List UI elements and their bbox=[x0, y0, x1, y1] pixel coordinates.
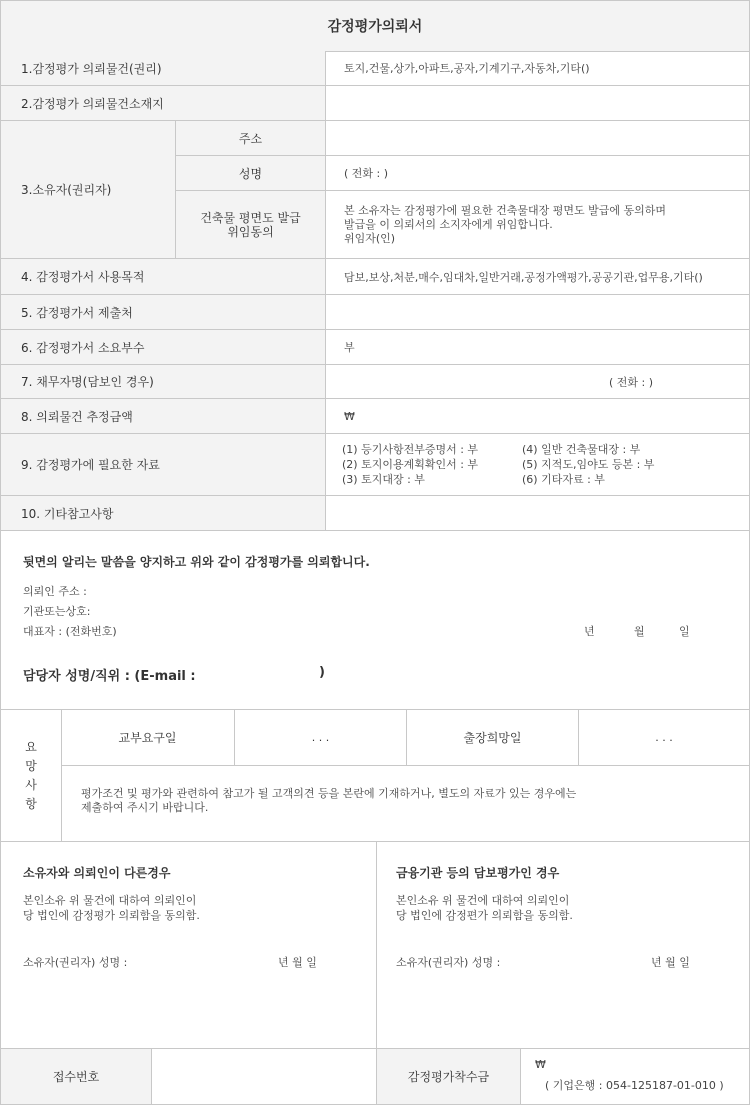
request-date-month: 월 bbox=[634, 625, 645, 638]
consent-text-line2: 발급을 이 의뢰서의 소지자에게 위임합니다. bbox=[344, 217, 553, 231]
left-owner-sign: 소유자(권리자) 성명 : bbox=[23, 956, 128, 969]
material-item: (5) 지적도,임야도 등본 : 부 bbox=[522, 457, 655, 471]
owner-address-label: 주소 bbox=[176, 121, 326, 156]
materials-list bbox=[342, 443, 722, 487]
requests-section bbox=[1, 710, 749, 842]
row2-label: 2.감정평가 의뢰물건소재지 bbox=[1, 86, 326, 121]
receipt-number-label: 접수번호 bbox=[1, 1049, 152, 1104]
owner-name-field[interactable] bbox=[326, 156, 749, 191]
consent-label bbox=[176, 191, 326, 259]
left-consent-title: 소유자와 의뢰인이 다른경우 bbox=[23, 866, 171, 880]
fee-currency: ₩ bbox=[535, 1058, 546, 1071]
requester-rep: 대표자 : (전화번호) bbox=[23, 625, 117, 638]
row7-value[interactable]: ( 전화 : ) bbox=[326, 365, 749, 399]
right-owner-sign: 소유자(권리자) 성명 : bbox=[396, 956, 501, 969]
side-char: 요 bbox=[25, 739, 37, 754]
left-consent-line2: 당 법인에 감정평가 의뢰함을 동의함. bbox=[23, 909, 200, 922]
row7-label: 7. 채무자명(담보인 경우) bbox=[1, 365, 326, 399]
consent-text bbox=[326, 191, 749, 259]
request-statement: 뒷면의 알리는 말씀을 양지하고 위와 같이 감정평가를 의뢰합니다. bbox=[23, 555, 370, 569]
consent-text-line3: 위임자(인) bbox=[344, 231, 396, 245]
request-date-year: 년 bbox=[584, 625, 595, 638]
right-sign-date: 년 월 일 bbox=[651, 956, 690, 969]
row1-value[interactable]: 토지,건물,상가,아파트,공자,기계기구,자동차,기타() bbox=[326, 51, 749, 86]
consent-text-line1: 본 소유자는 감정평가에 필요한 건축물대장 평면도 발급에 동의하며 bbox=[344, 203, 667, 217]
side-char: 사 bbox=[25, 777, 37, 792]
right-consent-line1: 본인소유 위 물건에 대하여 의뢰인이 bbox=[396, 894, 570, 907]
row6-value[interactable]: 부 bbox=[326, 330, 749, 365]
row8-label: 8. 의뢰물건 추정금액 bbox=[1, 399, 326, 434]
manager-info-label: 담당자 성명/직위 : (E-mail : bbox=[23, 669, 196, 684]
row10-value[interactable] bbox=[326, 496, 749, 531]
material-item: (3) 토지대장 : 부 bbox=[342, 472, 425, 486]
requests-side-label bbox=[1, 710, 62, 841]
requester-org: 기관또는상호: bbox=[23, 605, 91, 618]
visit-date-field[interactable]: . . . bbox=[655, 731, 673, 744]
material-item: (4) 일반 건축물대장 : 부 bbox=[522, 442, 641, 456]
delivery-date-field[interactable]: . . . bbox=[235, 710, 407, 765]
fee-label: 감정평가착수금 bbox=[377, 1049, 521, 1104]
requester-address: 의뢰인 주소 : bbox=[23, 585, 87, 598]
left-sign-date: 년 월 일 bbox=[278, 956, 317, 969]
receipt-number-field[interactable] bbox=[152, 1049, 377, 1104]
fee-field[interactable] bbox=[521, 1049, 749, 1104]
consent-label-line1: 건축물 평면도 발급 bbox=[200, 210, 301, 225]
row10-label: 10. 기타참고사항 bbox=[1, 496, 326, 531]
requests-note bbox=[81, 787, 576, 815]
right-consent-title: 금융기관 등의 담보평가인 경우 bbox=[396, 866, 560, 880]
owner-phone-text: ( 전화 : ) bbox=[344, 167, 389, 180]
side-char: 망 bbox=[25, 758, 37, 773]
side-char: 항 bbox=[25, 796, 37, 811]
row1-label: 1.감정평가 의뢰물건(권리) bbox=[1, 51, 326, 86]
bank-account: ( 기업은행 : 054-125187-01-010 ) bbox=[545, 1079, 724, 1092]
row5-label: 5. 감정평가서 제출처 bbox=[1, 295, 326, 330]
requests-note-line2: 제출하여 주시기 바랍니다. bbox=[81, 801, 209, 814]
right-consent-line2: 당 법인에 감정편가 의뢰함을 동의함. bbox=[396, 909, 573, 922]
row2-value[interactable] bbox=[326, 86, 749, 121]
manager-info-close: ) bbox=[319, 665, 325, 680]
row6-label: 6. 감정평가서 소요부수 bbox=[1, 330, 326, 365]
request-section bbox=[1, 531, 749, 710]
row9-value bbox=[326, 434, 749, 496]
visit-date-label: 출장희망일 bbox=[407, 710, 579, 765]
row8-value[interactable]: ₩ bbox=[326, 399, 749, 434]
material-item: (2) 토지이용계획확인서 : 부 bbox=[342, 457, 479, 471]
consent-label-line2: 위임동의 bbox=[227, 224, 274, 239]
row9-label: 9. 감정평가에 필요한 자료 bbox=[1, 434, 326, 496]
consent-section bbox=[1, 842, 749, 1049]
row5-value[interactable] bbox=[326, 295, 749, 330]
row4-value[interactable]: 담보,보상,처분,매수,임대차,일반거래,공정가액평가,공공기관,업무용,기타() bbox=[326, 259, 749, 295]
row3-label: 3.소유자(권리자) bbox=[1, 121, 176, 259]
owner-name-label: 성명 bbox=[176, 156, 326, 191]
delivery-date-label: 교부요구일 bbox=[61, 710, 235, 765]
request-date-day: 일 bbox=[679, 625, 690, 638]
form-title: 감정평가의뢰서 bbox=[1, 1, 749, 52]
material-item: (1) 등기사항전부증명서 : 부 bbox=[342, 442, 479, 456]
owner-address-field[interactable] bbox=[326, 121, 749, 156]
material-item: (6) 기타자료 : 부 bbox=[522, 472, 605, 486]
requests-note-line1: 평가조건 및 평가와 관련하여 참고가 될 고객의견 등을 본란에 기재하거나, 별도의 자료가 있는 경우에는 bbox=[81, 787, 577, 800]
row4-label: 4. 감정평가서 사용목적 bbox=[1, 259, 326, 295]
left-consent-line1: 본인소유 위 물건에 대하여 의뢰인이 bbox=[23, 894, 197, 907]
